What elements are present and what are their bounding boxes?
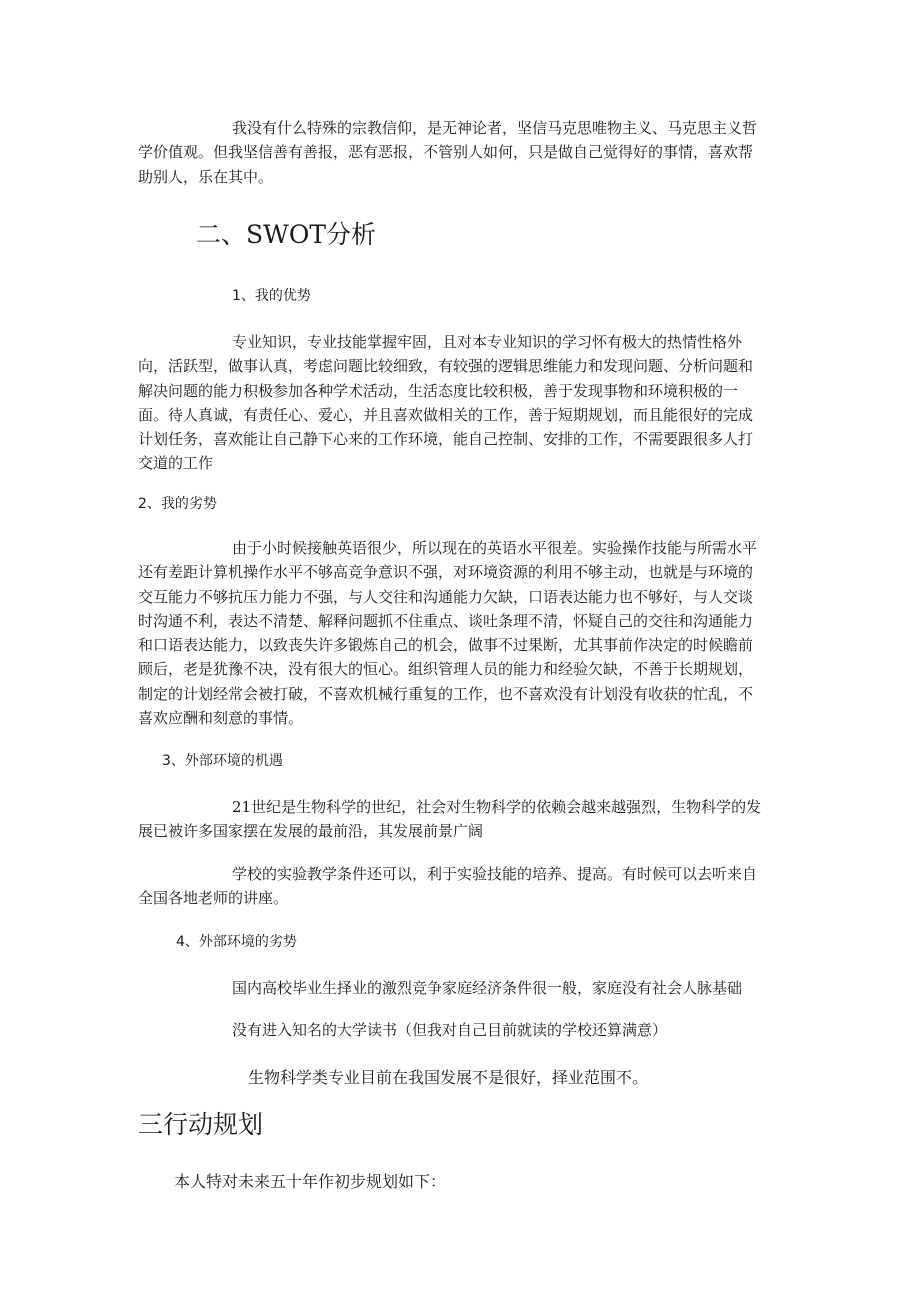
opportunities-paragraph-1	[138, 795, 761, 844]
strengths-title: 1、我的优势	[232, 288, 311, 304]
text-line: 我没有什么特殊的宗教信仰，是无神论者，坚信马克思唯物主义、马克思主义哲	[232, 119, 758, 137]
text-line: 面。待人真诚，有责任心、爱心，并且喜欢做相关的工作，善于短期规划，而且能很好的完成	[138, 405, 754, 424]
text-line: 喜欢应酬和刻意的事情。	[138, 709, 304, 728]
text-line: 全国各地老师的讲座。	[138, 889, 289, 908]
threats-paragraph-1	[232, 976, 742, 1000]
text-line: 交道的工作	[138, 454, 214, 473]
text-line: 国内高校毕业生择业的激烈竞争家庭经济条件很一般，家庭没有社会人脉基础	[232, 979, 743, 997]
weaknesses-title: 2、我的劣势	[138, 496, 217, 512]
opportunities-paragraph-2	[138, 862, 757, 911]
swot-heading: 二、SWOT分析	[196, 220, 376, 249]
text-line: 计划任务，喜欢能让自己静下心来的工作环境，能自己控制、安排的工作，不需要跟很多人打	[138, 430, 754, 449]
strengths-paragraph	[138, 330, 753, 476]
text-line: 时沟通不利，表达不清楚、解释问题抓不住重点、谈吐条理不清，怀疑自己的交往和沟通能力	[138, 611, 754, 630]
text-line: 21世纪是生物科学的世纪，社会对生物科学的依赖会越来越强烈，生物科学的发	[232, 798, 762, 816]
threats-title: 4、外部环境的劣势	[176, 934, 297, 950]
text-line: 制定的计划经常会被打破，不喜欢机械行重复的工作，也不喜欢没有计划没有收获的忙乱，不	[138, 684, 754, 703]
threats-paragraph-2	[232, 1018, 667, 1042]
text-line: 没有进入知名的大学读书（但我对自己目前就读的学校还算满意）	[232, 1021, 668, 1039]
text-line: 由于小时候接触英语很少，所以现在的英语水平很差。实验操作技能与所需水平	[232, 539, 758, 557]
threats-paragraph-3: 生物科学类专业目前在我国发展不是很好，择业范围不。	[248, 1068, 649, 1087]
text-line: 助别人，乐在其中。	[138, 167, 274, 186]
text-line: 还有差距计算机操作水平不够高竞争意识不强，对环境资源的利用不够主动，也就是与环境的	[138, 563, 754, 582]
action-heading: 三行动规划	[138, 1110, 264, 1139]
text-line: 顾后，老是犹豫不决，没有很大的恒心。组织管理人员的能力和经验欠缺，不善于长期规划，	[138, 660, 754, 679]
text-line: 学价值观。但我坚信善有善报，恶有恶报，不管别人如何，只是做自己觉得好的事情，喜欢帮	[138, 143, 754, 162]
opportunities-title: 3、外部环境的机遇	[162, 753, 283, 769]
belief-paragraph	[138, 116, 757, 189]
action-intro: 本人特对未来五十年作初步规划如下：	[174, 1172, 447, 1191]
text-line: 展已被许多国家摆在发展的最前沿，其发展前景广阔	[138, 822, 484, 841]
text-line: 解决问题的能力积极参加各种学术活动，生活态度比较积极，善于发现事物和环境积极的一	[138, 381, 739, 400]
text-line: 向，活跃型，做事认真，考虑问题比较细致，有较强的逻辑思维能力和发现问题、分析问题和	[138, 357, 754, 376]
text-line: 专业知识，专业技能掌握牢固，且对本专业知识的学习怀有极大的热情性格外	[232, 333, 743, 351]
text-line: 和口语表达能力，以致丧失许多锻炼自己的机会，做事不过果断，尤其事前作决定的时候瞻前	[138, 636, 754, 655]
weaknesses-paragraph	[138, 536, 757, 730]
text-line: 交互能力不够抗压力能力不强，与人交往和沟通能力欠缺，口语表达能力也不够好，与人交谈	[138, 587, 754, 606]
text-line: 学校的实验教学条件还可以，利于实验技能的培养、提高。有时候可以去听来自	[232, 865, 758, 883]
